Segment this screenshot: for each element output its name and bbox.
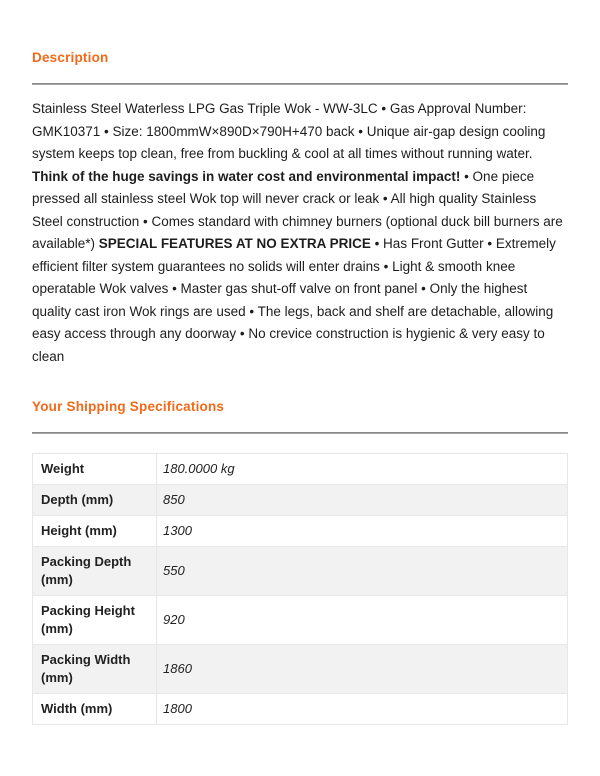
- spec-value: 1800: [157, 694, 568, 725]
- description-heading: Description: [32, 50, 109, 65]
- table-row: [33, 454, 568, 485]
- spec-label: Packing Height (mm): [33, 596, 157, 645]
- table-row: [33, 694, 568, 725]
- table-row: [33, 547, 568, 596]
- table-row: [33, 596, 568, 645]
- table-row: [33, 516, 568, 547]
- spec-label: Packing Depth (mm): [33, 547, 157, 596]
- spec-value: 850: [157, 485, 568, 516]
- description-segment: SPECIAL FEATURES AT NO EXTRA PRICE: [98, 236, 371, 251]
- description-segment: Think of the huge savings in water cost and environmental impact!: [32, 168, 461, 184]
- table-row: [33, 485, 568, 516]
- description-segment: • One piece pressed all stainless steel Wok top will never crack or leak • All high quality Stainless Steel construction • Comes standard with chimney burners (optional duck bill burners are available*): [32, 168, 563, 251]
- description-segment: • Has Front Gutter • Extremely efficient filter system guarantees no solids will enter drains • Light & smooth knee operatable Wok valves • Master gas shut-off valve on front panel • Only the highest quality cast iron Wok rings are used • The legs, back and shelf are detachable, allowing easy access through any doorway • No crevice construction is hygienic & very easy to clean: [32, 236, 556, 364]
- spec-value: 1860: [157, 645, 568, 694]
- description-segment: Stainless Steel Waterless LPG Gas Triple Wok - WW-3LC • Gas Approval Number: GMK10371 • Size: 1800mmW×890D×790H+470 back • Unique air-gap design cooling system keeps top clean, free from buckling & cool at all times without running water.: [32, 101, 546, 161]
- spec-value: 180.0000 kg: [157, 454, 568, 485]
- spec-value: 1300: [157, 516, 568, 547]
- spec-label: Width (mm): [33, 694, 157, 725]
- shipping-specifications-heading: Your Shipping Specifications: [32, 399, 225, 414]
- description-text: [32, 98, 568, 368]
- spec-label: Packing Width (mm): [33, 645, 157, 694]
- spec-label: Depth (mm): [33, 485, 157, 516]
- spec-value: 920: [157, 596, 568, 645]
- spec-label: Weight: [33, 454, 157, 485]
- spec-label: Height (mm): [33, 516, 157, 547]
- section-divider: [32, 83, 568, 85]
- table-row: [33, 645, 568, 694]
- section-divider: [32, 432, 568, 434]
- spec-value: 550: [157, 547, 568, 596]
- shipping-specifications-table: [32, 453, 568, 725]
